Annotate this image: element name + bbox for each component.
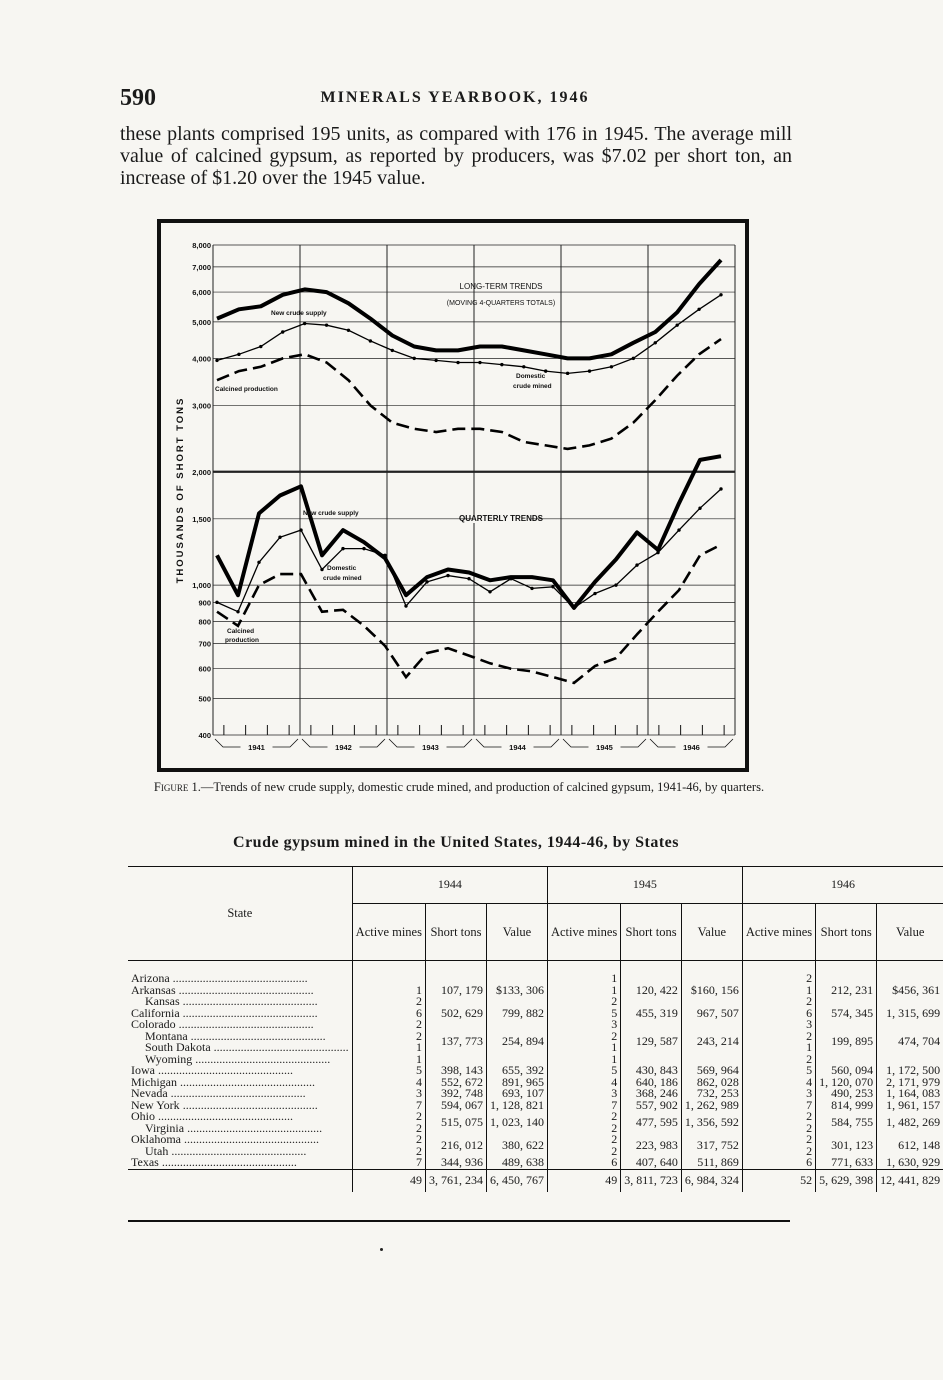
- value-cell: 317, 752: [681, 1134, 742, 1157]
- mines-cell: 2: [547, 1031, 620, 1043]
- tons-cell: 502, 629: [425, 1008, 486, 1020]
- panel-title: QUARTERLY TRENDS: [458, 514, 544, 523]
- data-point: [215, 359, 218, 362]
- tons-cell: 107, 179: [425, 973, 486, 1008]
- col-header-value: Value: [486, 904, 547, 961]
- data-point: [362, 547, 365, 550]
- tons-cell: 137, 773: [425, 1019, 486, 1065]
- data-point: [456, 361, 459, 364]
- series-label: New crude supply: [271, 310, 327, 317]
- mines-cell: 3: [547, 1088, 620, 1100]
- mines-cell: 1: [547, 985, 620, 997]
- mines-cell: 2: [352, 1123, 425, 1135]
- mines-cell: 2: [352, 1134, 425, 1146]
- tons-cell: 212, 231: [816, 973, 877, 1008]
- mines-cell: 7: [547, 1100, 620, 1112]
- state-name: Michigan .....: [131, 1075, 315, 1089]
- y-tick-label: 800: [198, 617, 211, 627]
- mines-cell: 1: [742, 1042, 815, 1054]
- tons-cell: 120, 422: [621, 973, 682, 1008]
- total-mines: 52: [742, 1169, 815, 1192]
- value-cell: 891, 965: [486, 1077, 547, 1089]
- state-name: Montana .....: [131, 1029, 326, 1043]
- data-point: [383, 554, 386, 557]
- data-point: [719, 487, 722, 490]
- data-point: [593, 592, 596, 595]
- value-cell: 612, 148: [877, 1134, 943, 1157]
- col-header-value: Value: [877, 904, 943, 961]
- mines-cell: 6: [352, 1008, 425, 1020]
- state-name: Texas .....: [131, 1155, 297, 1169]
- data-point: [697, 308, 700, 311]
- mines-cell: 2: [547, 1146, 620, 1158]
- figure-caption-text: —Trends of new crude supply, domestic crude mined, and production of calcined gypsum, 1941-46, by quarters.: [200, 780, 765, 794]
- mines-cell: 2: [352, 1031, 425, 1043]
- tons-cell: 392, 748: [425, 1088, 486, 1100]
- data-point: [434, 359, 437, 362]
- state-name: Kansas .....: [131, 994, 318, 1008]
- mines-cell: 2: [352, 1146, 425, 1158]
- x-year-label: 1944: [509, 743, 526, 752]
- data-point: [478, 361, 481, 364]
- chart-svg: [161, 223, 745, 768]
- value-cell: 1, 356, 592: [681, 1111, 742, 1134]
- total-value: 6, 450, 767: [486, 1169, 547, 1192]
- mines-cell: 7: [352, 1100, 425, 1112]
- table-bottom-rule: [128, 1220, 790, 1222]
- mines-cell: 1: [352, 985, 425, 997]
- mines-cell: 2: [352, 1019, 425, 1031]
- mines-cell: 3: [742, 1088, 815, 1100]
- col-header-mines: Active mines: [742, 904, 815, 961]
- y-tick-label: 4,000: [192, 354, 211, 364]
- state-name: Utah .....: [131, 1144, 306, 1158]
- value-cell: 489, 638: [486, 1157, 547, 1169]
- y-tick-label: 8,000: [192, 241, 211, 250]
- figure-chart: [157, 219, 749, 772]
- state-name: Oklahoma .....: [131, 1132, 319, 1146]
- data-point: [677, 528, 680, 531]
- value-cell: 967, 507: [681, 1008, 742, 1020]
- state-name: Iowa .....: [131, 1063, 293, 1077]
- gypsum-table: [128, 866, 943, 1192]
- y-tick-label: 1,000: [192, 581, 211, 591]
- tons-cell: 398, 143: [425, 1065, 486, 1077]
- mines-cell: 2: [547, 1111, 620, 1123]
- data-point: [588, 369, 591, 372]
- value-cell: 1, 482, 269: [877, 1111, 943, 1134]
- state-name: Wyoming .....: [131, 1052, 330, 1066]
- y-tick-label: 600: [198, 664, 211, 674]
- tons-cell: 455, 319: [621, 1008, 682, 1020]
- tons-cell: 301, 123: [816, 1134, 877, 1157]
- tons-cell: 430, 843: [621, 1065, 682, 1077]
- data-point: [281, 330, 284, 333]
- mines-cell: 2: [742, 1123, 815, 1135]
- mines-cell: 5: [547, 1065, 620, 1077]
- mines-cell: 2: [352, 1111, 425, 1123]
- y-tick-label: 1,500: [192, 514, 211, 524]
- state-name: Arizona .....: [131, 971, 308, 985]
- y-axis-title: THOUSANDS OF SHORT TONS: [175, 396, 186, 584]
- series-label: production: [225, 637, 259, 644]
- value-cell: 1, 630, 929: [877, 1157, 943, 1169]
- mines-cell: 1: [352, 1054, 425, 1066]
- mines-cell: 3: [547, 1019, 620, 1031]
- y-tick-label: 2,000: [192, 467, 211, 477]
- data-point: [237, 353, 240, 356]
- value-cell: 2, 171, 979: [877, 1077, 943, 1089]
- data-point: [719, 293, 722, 296]
- series-label: Domestic: [516, 373, 546, 380]
- state-header: State: [128, 867, 352, 961]
- total-value: 6, 984, 324: [681, 1169, 742, 1192]
- series-label: Domestic: [327, 565, 357, 572]
- col-header-mines: Active mines: [547, 904, 620, 961]
- y-tick-label: 7,000: [192, 262, 211, 272]
- mines-cell: 2: [742, 1134, 815, 1146]
- state-name: California .....: [131, 1006, 318, 1020]
- mines-cell: 2: [742, 1111, 815, 1123]
- value-cell: 380, 622: [486, 1134, 547, 1157]
- data-point: [413, 357, 416, 360]
- mines-cell: 1: [547, 1042, 620, 1054]
- col-header-value: Value: [681, 904, 742, 961]
- mines-cell: 5: [742, 1065, 815, 1077]
- mines-cell: 2: [547, 996, 620, 1008]
- total-value: 12, 441, 829: [877, 1169, 943, 1192]
- quarterly-series-line: [217, 545, 721, 683]
- data-point: [347, 329, 350, 332]
- year-header: 1946: [742, 867, 943, 904]
- y-tick-label: 500: [198, 694, 211, 704]
- intro-paragraph: these plants comprised 195 units, as compared with 176 in 1945. The average mill value of calcined gypsum, as reported by producers, was $7.02 per short ton, an increase of $1.20 over the 1945 value.: [120, 123, 792, 189]
- value-cell: 655, 392: [486, 1065, 547, 1077]
- tons-cell: 552, 672: [425, 1077, 486, 1089]
- figure-label: Figure 1.: [153, 780, 201, 794]
- state-cell: [128, 1157, 352, 1169]
- data-point: [215, 601, 218, 604]
- data-point: [488, 590, 491, 593]
- value-cell: 862, 028: [681, 1077, 742, 1089]
- tons-cell: 216, 012: [425, 1134, 486, 1157]
- tons-cell: 368, 246: [621, 1088, 682, 1100]
- data-point: [320, 568, 323, 571]
- col-header-tons: Short tons: [621, 904, 682, 961]
- x-year-label: 1942: [335, 743, 352, 752]
- mines-cell: 5: [352, 1065, 425, 1077]
- tons-cell: 640, 186: [621, 1077, 682, 1089]
- total-tons: 3, 761, 234: [425, 1169, 486, 1192]
- value-cell: $456, 361: [877, 973, 943, 1008]
- page-header: [120, 85, 790, 115]
- data-point: [325, 323, 328, 326]
- mines-cell: 2: [742, 1054, 815, 1066]
- value-cell: 732, 253: [681, 1088, 742, 1100]
- data-point: [572, 606, 575, 609]
- mines-cell: 2: [547, 1134, 620, 1146]
- state-name: Ohio .....: [131, 1109, 293, 1123]
- panel-title: LONG-TERM TRENDS: [459, 282, 543, 291]
- col-header-mines: Active mines: [352, 904, 425, 961]
- mines-cell: 6: [742, 1008, 815, 1020]
- tons-cell: 490, 253: [816, 1088, 877, 1100]
- total-tons: 3, 811, 723: [621, 1169, 682, 1192]
- total-tons: 5, 629, 398: [816, 1169, 877, 1192]
- table-row: [128, 1157, 943, 1169]
- long-term-series-line: [217, 339, 721, 449]
- total-mines: 49: [547, 1169, 620, 1192]
- mines-cell: 6: [547, 1157, 620, 1169]
- tons-cell: 344, 936: [425, 1157, 486, 1169]
- series-label: crude mined: [323, 575, 362, 582]
- mines-cell: 1: [742, 985, 815, 997]
- state-name: Virginia .....: [131, 1121, 322, 1135]
- mines-cell: 3: [742, 1019, 815, 1031]
- data-point: [299, 528, 302, 531]
- data-point: [446, 574, 449, 577]
- data-point: [467, 577, 470, 580]
- value-cell: 693, 107: [486, 1088, 547, 1100]
- value-cell: 1, 315, 699: [877, 1008, 943, 1020]
- tons-cell: 771, 633: [816, 1157, 877, 1169]
- tons-cell: 129, 587: [621, 1019, 682, 1065]
- x-year-label: 1941: [248, 743, 265, 752]
- state-name: New York .....: [131, 1098, 318, 1112]
- mines-cell: 4: [742, 1077, 815, 1089]
- mines-cell: 2: [742, 996, 815, 1008]
- total-mines: 49: [352, 1169, 425, 1192]
- mines-cell: 6: [742, 1157, 815, 1169]
- data-point: [522, 365, 525, 368]
- y-tick-label: 900: [198, 598, 211, 608]
- mines-cell: 7: [742, 1100, 815, 1112]
- col-header-tons: Short tons: [816, 904, 877, 961]
- value-cell: 1, 961, 157: [877, 1100, 943, 1112]
- mines-cell: 5: [547, 1008, 620, 1020]
- tons-cell: 574, 345: [816, 1008, 877, 1020]
- page-speck: [380, 1248, 383, 1251]
- mines-cell: 4: [547, 1077, 620, 1089]
- value-cell: 1, 023, 140: [486, 1111, 547, 1134]
- x-year-label: 1945: [596, 743, 613, 752]
- tons-cell: 584, 755: [816, 1111, 877, 1134]
- mines-cell: 2: [742, 973, 815, 985]
- data-point: [404, 604, 407, 607]
- year-header: 1945: [547, 867, 742, 904]
- value-cell: 474, 704: [877, 1019, 943, 1065]
- running-title: MINERALS YEARBOOK, 1946: [320, 89, 590, 106]
- tons-cell: 1, 120, 070: [816, 1077, 877, 1089]
- y-tick-label: 3,000: [192, 401, 211, 411]
- data-point: [566, 372, 569, 375]
- value-cell: 511, 869: [681, 1157, 742, 1169]
- series-label: Calcined: [227, 628, 255, 635]
- data-point: [610, 365, 613, 368]
- total-label: [128, 1169, 352, 1192]
- state-name: Nevada .....: [131, 1086, 306, 1100]
- tons-cell: 407, 640: [621, 1157, 682, 1169]
- data-point: [425, 580, 428, 583]
- value-cell: 1, 172, 500: [877, 1065, 943, 1077]
- data-point: [656, 551, 659, 554]
- data-point: [369, 339, 372, 342]
- data-point: [303, 322, 306, 325]
- total-row: [128, 1169, 943, 1192]
- data-point: [509, 577, 512, 580]
- tons-cell: 477, 595: [621, 1111, 682, 1134]
- data-point: [698, 507, 701, 510]
- value-cell: 799, 882: [486, 1008, 547, 1020]
- data-point: [632, 357, 635, 360]
- value-cell: 1, 164, 083: [877, 1088, 943, 1100]
- mines-cell: 1: [352, 1042, 425, 1054]
- data-point: [675, 323, 678, 326]
- mines-cell: 4: [352, 1077, 425, 1089]
- tons-cell: 557, 902: [621, 1100, 682, 1112]
- y-tick-label: 700: [198, 639, 211, 649]
- data-point: [259, 345, 262, 348]
- value-cell: 569, 964: [681, 1065, 742, 1077]
- value-cell: 1, 128, 821: [486, 1100, 547, 1112]
- mines-cell: [352, 973, 425, 985]
- quarterly-series-line: [217, 489, 721, 612]
- mines-cell: 3: [352, 1088, 425, 1100]
- data-point: [530, 587, 533, 590]
- series-label: crude mined: [513, 383, 552, 390]
- y-tick-label: 400: [198, 731, 211, 740]
- tons-cell: 594, 067: [425, 1100, 486, 1112]
- series-label: New crude supply: [303, 510, 359, 517]
- series-label: Calcined production: [215, 386, 278, 393]
- tons-cell: 560, 094: [816, 1065, 877, 1077]
- data-point: [614, 583, 617, 586]
- page-number: 590: [120, 85, 156, 111]
- value-cell: $160, 156: [681, 973, 742, 1008]
- state-name: South Dakota .....: [131, 1040, 349, 1054]
- value-cell: 1, 262, 989: [681, 1100, 742, 1112]
- mines-cell: 2: [742, 1146, 815, 1158]
- table-body: [128, 961, 943, 1192]
- state-name: Colorado .....: [131, 1017, 314, 1031]
- year-header: 1944: [352, 867, 547, 904]
- tons-cell: 814, 999: [816, 1100, 877, 1112]
- mines-cell: 2: [547, 1123, 620, 1135]
- tons-cell: 199, 895: [816, 1019, 877, 1065]
- mines-cell: 2: [352, 996, 425, 1008]
- mines-cell: 2: [742, 1031, 815, 1043]
- data-point: [257, 561, 260, 564]
- data-point: [654, 341, 657, 344]
- y-tick-label: 5,000: [192, 317, 211, 327]
- tons-cell: 223, 983: [621, 1134, 682, 1157]
- table-title: Crude gypsum mined in the United States, 1944-46, by States: [233, 834, 679, 851]
- x-year-label: 1943: [422, 743, 439, 752]
- col-header-tons: Short tons: [425, 904, 486, 961]
- mines-cell: 1: [547, 1054, 620, 1066]
- data-point: [278, 536, 281, 539]
- data-point: [391, 349, 394, 352]
- tons-cell: 515, 075: [425, 1111, 486, 1134]
- data-point: [236, 610, 239, 613]
- mines-cell: 1: [547, 973, 620, 985]
- data-point: [635, 563, 638, 566]
- x-year-label: 1946: [683, 743, 700, 752]
- data-point: [551, 585, 554, 588]
- data-point: [341, 547, 344, 550]
- value-cell: $133, 306: [486, 973, 547, 1008]
- state-name: Arkansas .....: [131, 983, 314, 997]
- panel-subtitle: (MOVING 4-QUARTERS TOTALS): [446, 300, 556, 307]
- figure-caption: [126, 780, 792, 794]
- mines-cell: 7: [352, 1157, 425, 1169]
- data-point: [500, 363, 503, 366]
- y-tick-label: 6,000: [192, 288, 211, 298]
- value-cell: 254, 894: [486, 1019, 547, 1065]
- value-cell: 243, 214: [681, 1019, 742, 1065]
